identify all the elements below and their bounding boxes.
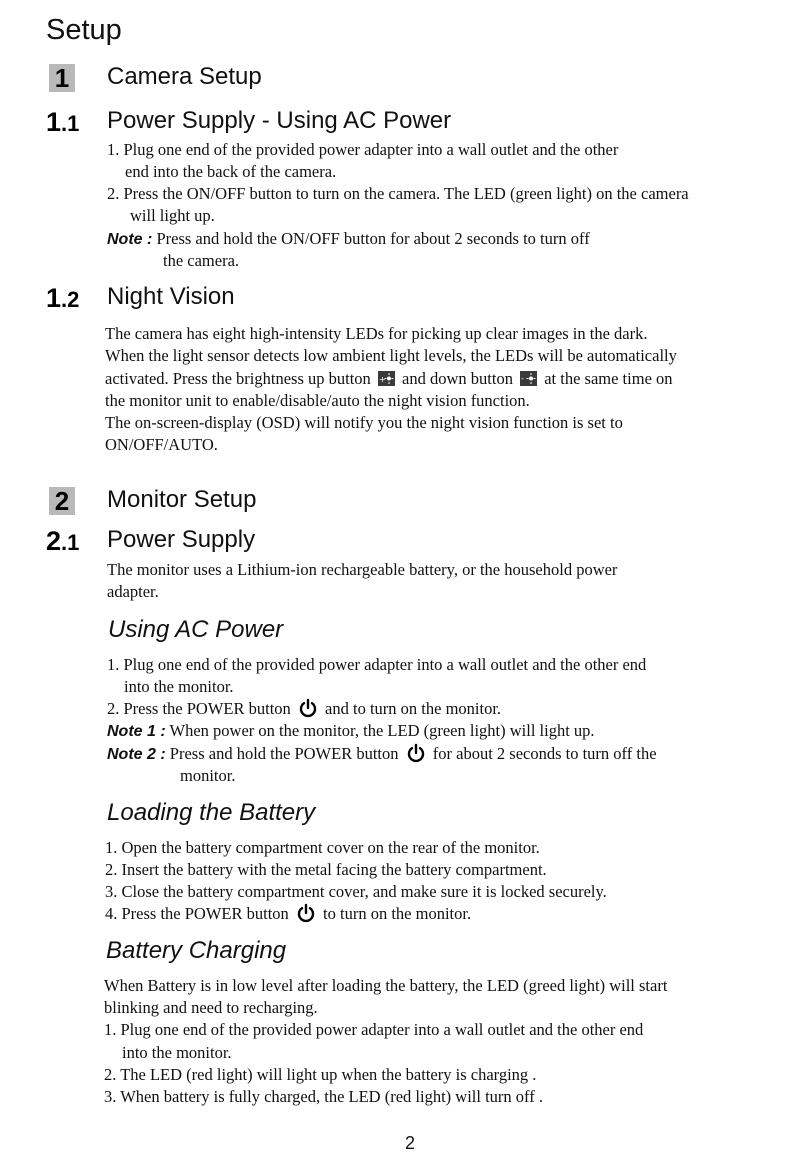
subsection-heading-night-vision: Night Vision — [107, 283, 235, 310]
heading-battery-charging: Battery Charging — [106, 937, 287, 964]
text-line: the camera. — [163, 251, 240, 270]
text-line: ON/OFF/AUTO. — [105, 435, 218, 454]
text-line: 2. Insert the battery with the metal facing the battery compartment. — [105, 860, 547, 879]
text-line: 2. The LED (red light) will light up when the battery is charging . — [104, 1065, 537, 1084]
heading-using-ac-power: Using AC Power — [108, 616, 284, 643]
text-line: 2. Press the POWER button and to turn on the monitor. — [107, 699, 502, 718]
text-line: will light up. — [130, 206, 215, 225]
text-line: 1. Open the battery compartment cover on the rear of the monitor. — [105, 838, 540, 857]
subsection-number-2-1: 2.1 — [46, 526, 80, 556]
text-line: 3. Close the battery compartment cover, and make sure it is locked securely. — [105, 882, 607, 901]
text-line: monitor. — [180, 766, 236, 785]
section-heading-camera-setup: Camera Setup — [107, 63, 262, 90]
section-heading-monitor-setup: Monitor Setup — [107, 486, 257, 513]
note-text: Press and hold the ON/OFF button for about 2 seconds to turn off — [156, 229, 590, 248]
svg-text:+: + — [378, 375, 386, 384]
text-line: into the monitor. — [124, 677, 234, 696]
text-line: 2. Press the ON/OFF button to turn on the camera. The LED (green light) on the camera — [107, 184, 689, 203]
subsection-number-1-2: 1.2 — [46, 283, 80, 313]
note-label: Note 2 : — [107, 746, 166, 763]
text-line: 3. When battery is fully charged, the LED (red light) will turn off . — [104, 1087, 543, 1106]
page-number: 2 — [405, 1133, 416, 1153]
text-line: 1. Plug one end of the provided power adapter into a wall outlet and the other — [107, 140, 619, 159]
text-line: into the monitor. — [122, 1043, 232, 1062]
heading-loading-battery: Loading the Battery — [107, 799, 316, 826]
brightness-up-icon — [378, 371, 395, 386]
page-title: Setup — [46, 14, 122, 46]
text-line: 1. Plug one end of the provided power adapter into a wall outlet and the other end — [107, 655, 647, 674]
text-line: The monitor uses a Lithium-ion rechargeable battery, or the household power — [107, 560, 618, 579]
note-label: Note : — [107, 231, 153, 248]
brightness-down-icon — [520, 371, 537, 386]
text-line: adapter. — [107, 582, 159, 601]
text-line: activated. Press the brightness up button + and down button - at the same time on — [105, 369, 673, 388]
text-line: end into the back of the camera. — [125, 162, 337, 181]
text-line: When the light sensor detects low ambient light levels, the LEDs will be automatically — [105, 346, 677, 365]
subsection-heading-power-supply: Power Supply — [107, 526, 256, 553]
subsection-heading-power-supply: Power Supply - Using AC Power — [107, 107, 452, 134]
text-line: The camera has eight high-intensity LEDs for picking up clear images in the dark. — [105, 324, 648, 343]
power-icon — [298, 698, 318, 718]
svg-text:-: - — [521, 374, 524, 383]
note-line: Note 1 : When power on the monitor, the LED (green light) will light up. — [107, 721, 595, 740]
power-icon — [296, 903, 316, 923]
text-line: 4. Press the POWER button to turn on the monitor. — [105, 904, 472, 923]
note-line: Note 2 : Press and hold the POWER button for about 2 seconds to turn off the — [107, 744, 657, 763]
text-line: the monitor unit to enable/disable/auto the night vision function. — [105, 391, 530, 410]
section-number-badge: 1 — [49, 64, 75, 92]
section-number-badge: 2 — [49, 487, 75, 515]
text-line: The on-screen-display (OSD) will notify you the night vision function is set to — [105, 413, 623, 432]
subsection-number-1-1: 1.1 — [46, 107, 80, 137]
note-line — [107, 228, 590, 251]
text-line: 1. Plug one end of the provided power adapter into a wall outlet and the other end — [104, 1020, 644, 1039]
text-line: blinking and need to recharging. — [104, 998, 318, 1017]
note-label: Note 1 : — [107, 723, 166, 740]
power-icon — [406, 743, 426, 763]
text-line: When Battery is in low level after loading the battery, the LED (greed light) will start — [104, 976, 668, 995]
